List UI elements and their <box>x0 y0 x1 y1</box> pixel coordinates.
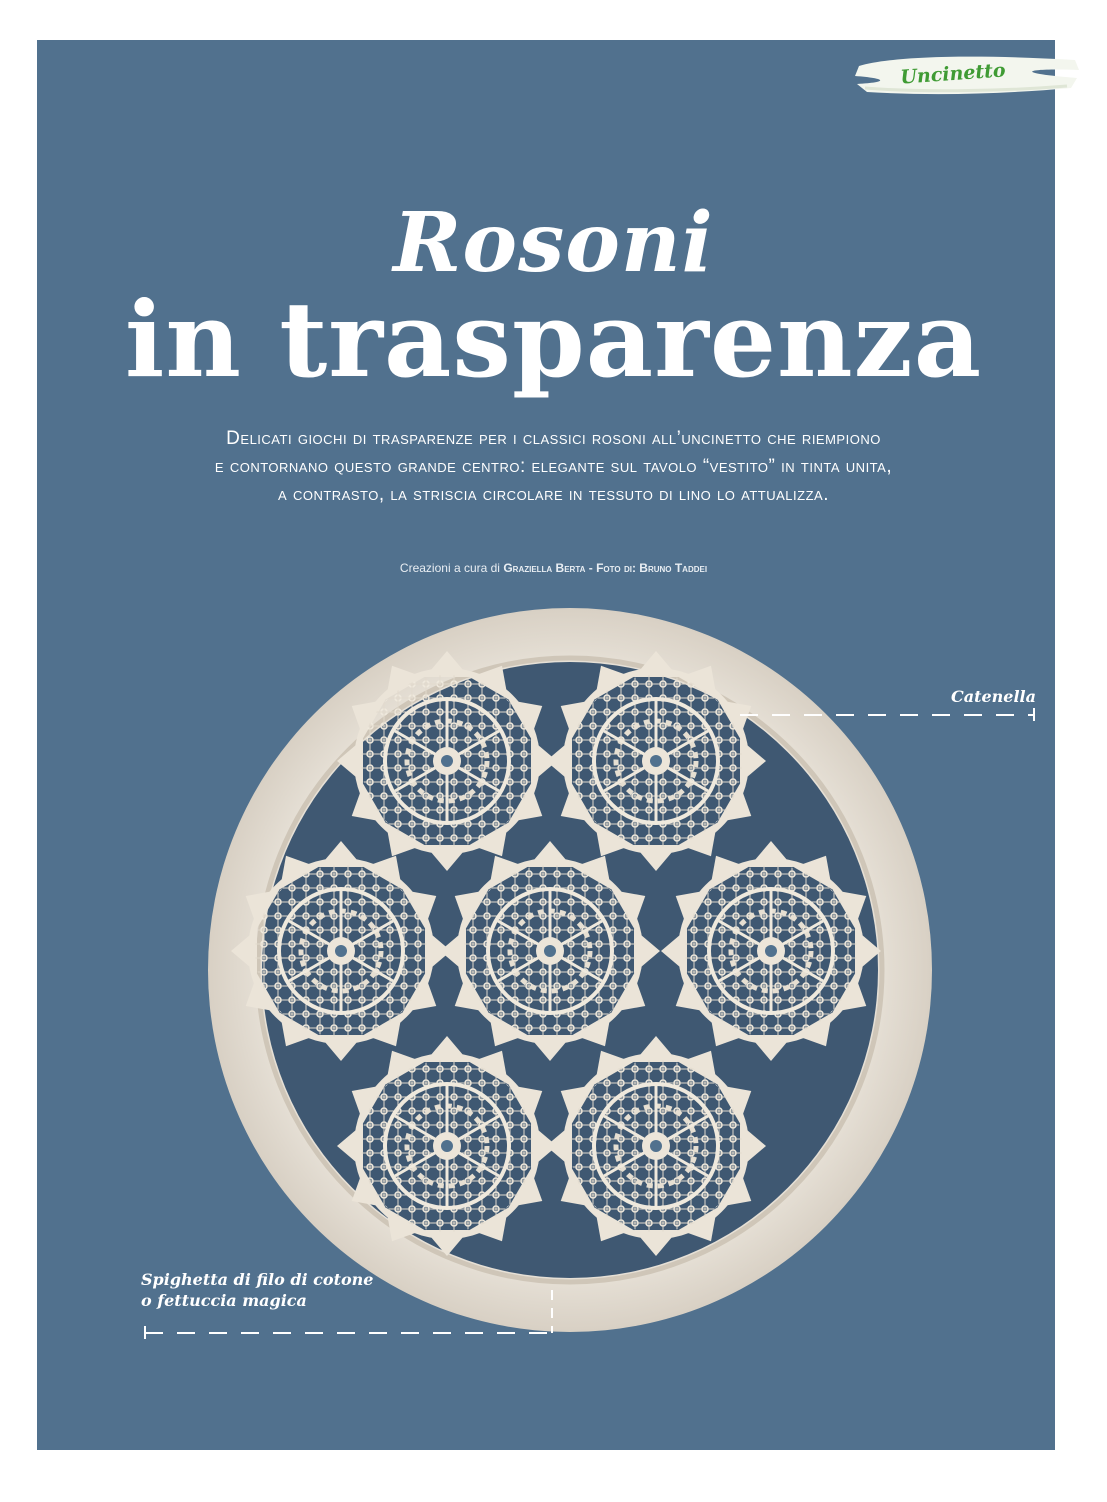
credits-line <box>0 561 1107 575</box>
intro-line: e contornano questo grande centro: elegante sul tavolo “vestito” in tinta unita, <box>214 456 893 477</box>
section-tag <box>853 48 1083 100</box>
doily-photo <box>193 606 947 1334</box>
credits-separator: - <box>588 561 593 575</box>
credits-author: Graziella Berta <box>503 561 586 575</box>
intro-line: Delicati giochi di trasparenze per i classici rosoni all’uncinetto che riempiono <box>226 428 881 449</box>
callout-spighetta-line-1: Spighetta di filo di cotone <box>141 1270 374 1289</box>
intro-line: a contrasto, la striscia circolare in tessuto di lino lo attualizza. <box>278 484 829 505</box>
intro-paragraph <box>100 425 1007 509</box>
callout-catenella: Catenella <box>950 687 1036 706</box>
credits-prefix: Creazioni a cura di <box>399 561 500 575</box>
title-line-2: in trasparenza <box>124 278 983 401</box>
callout-spighetta <box>141 1269 401 1311</box>
title-line-1: Rosoni <box>393 195 714 291</box>
callout-spighetta-line-2: o fettuccia magica <box>141 1291 307 1310</box>
credits-photographer: Bruno Taddei <box>639 561 708 575</box>
section-tag-label: Uncinetto <box>899 59 1007 89</box>
credits-photo-label: Foto di: <box>596 561 636 575</box>
